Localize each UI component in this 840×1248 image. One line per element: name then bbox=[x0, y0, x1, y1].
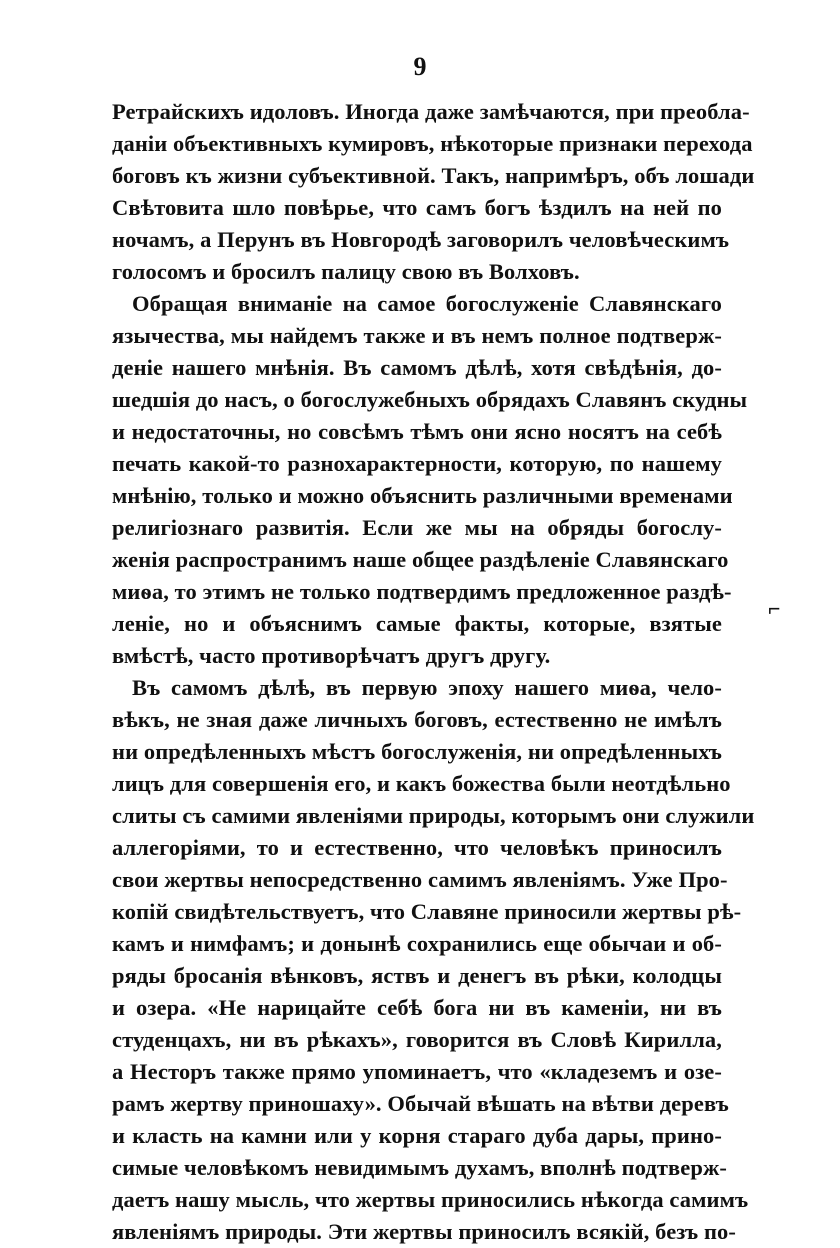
body-text bbox=[112, 96, 755, 1248]
text-line: лицъ для совершенія его, и какъ божества были неотдѣльно bbox=[112, 771, 731, 796]
text-line: религіознаго развитія. Если же мы на обряды богослу- bbox=[112, 515, 722, 540]
text-line: деніе нашего мнѣнія. Въ самомъ дѣлѣ, хотя свѣдѣнія, до- bbox=[112, 355, 722, 380]
text-line: ряды бросанія вѣнковъ, яствъ и денегъ въ рѣки, колодцы bbox=[112, 963, 722, 988]
text-line: Обращая вниманіе на самое богослуженіе Славянскаго bbox=[132, 291, 722, 316]
text-line: и класть на камни или у корня стараго дуба дары, прино- bbox=[112, 1123, 722, 1148]
page-number: 9 bbox=[413, 52, 427, 81]
text-line: даетъ нашу мысль, что жертвы приносились нѣкогда самимъ bbox=[112, 1187, 749, 1212]
text-line: даніи объективныхъ кумировъ, нѣкоторые признаки перехода bbox=[112, 131, 753, 156]
text-line: ночамъ, а Перунъ въ Новгородѣ заговорилъ человѣческимъ bbox=[112, 227, 730, 252]
text-line: вмѣстѣ, часто противорѣчатъ другъ другу. bbox=[112, 643, 551, 668]
text-line: а Несторъ также прямо упоминаетъ, что «кладеземъ и озе- bbox=[112, 1059, 722, 1084]
text-line: камъ и нимфамъ; и донынѣ сохранились еще обычаи и об- bbox=[112, 931, 722, 956]
text-line: слиты съ самими явленіями природы, которымъ они служили bbox=[112, 803, 755, 828]
text-line: шедшія до насъ, о богослужебныхъ обрядахъ Славянъ скудны bbox=[112, 387, 748, 412]
text-line: вѣкъ, не зная даже личныхъ боговъ, естественно не имѣлъ bbox=[112, 707, 722, 732]
text-line: копій свидѣтельствуетъ, что Славяне приносили жертвы рѣ- bbox=[112, 899, 742, 924]
text-line: мнѣнію, только и можно объяснить различными временами bbox=[112, 483, 733, 508]
text-line: Ретрайскихъ идоловъ. Иногда даже замѣчаются, при преобла- bbox=[112, 99, 750, 124]
text-line: Свѣтовита шло повѣрье, что самъ богъ ѣздилъ на ней по bbox=[112, 195, 722, 220]
margin-bracket-mark bbox=[768, 596, 781, 622]
text-line: аллегоріями, то и естественно, что человѣкъ приносилъ bbox=[112, 835, 722, 860]
text-line: женія распространимъ наше общее раздѣленіе Славянскаго bbox=[112, 547, 729, 572]
text-line: рамъ жертву приношаху». Обычай вѣшать на вѣтви деревъ bbox=[112, 1091, 729, 1116]
text-line: голосомъ и бросилъ палицу свою въ Волховъ. bbox=[112, 259, 580, 284]
text-line: и озера. «Не нарицайте себѣ бога ни въ каменіи, ни въ bbox=[112, 995, 722, 1020]
text-line: миѳа, то этимъ не только подтвердимъ предложенное раздѣ- bbox=[112, 579, 732, 604]
text-line: язычества, мы найдемъ также и въ немъ полное подтверж- bbox=[112, 323, 722, 348]
margin-mark-glyph: ⌐ bbox=[768, 596, 781, 621]
text-line: Въ самомъ дѣлѣ, въ первую эпоху нашего миѳа, чело- bbox=[132, 675, 722, 700]
text-line: симые человѣкомъ невидимымъ духамъ, вполнѣ подтверж- bbox=[112, 1155, 727, 1180]
text-line: ни опредѣленныхъ мѣстъ богослуженія, ни опредѣленныхъ bbox=[112, 739, 722, 764]
text-line: свои жертвы непосредственно самимъ явленіямъ. Уже Про- bbox=[112, 867, 728, 892]
text-line: явленіямъ природы. Эти жертвы приносилъ всякій, безъ по- bbox=[112, 1219, 736, 1244]
text-line: и недостаточны, но совсѣмъ тѣмъ они ясно носятъ на себѣ bbox=[112, 419, 722, 444]
text-line: студенцахъ, ни въ рѣкахъ», говорится въ Словѣ Кирилла, bbox=[112, 1027, 722, 1052]
text-line: печать какой-то разнохарактерности, которую, по нашему bbox=[112, 451, 722, 476]
text-line: леніе, но и объяснимъ самые факты, которые, взятые bbox=[112, 611, 722, 636]
text-line: боговъ къ жизни субъективной. Такъ, напримѣръ, объ лошади bbox=[112, 163, 755, 188]
